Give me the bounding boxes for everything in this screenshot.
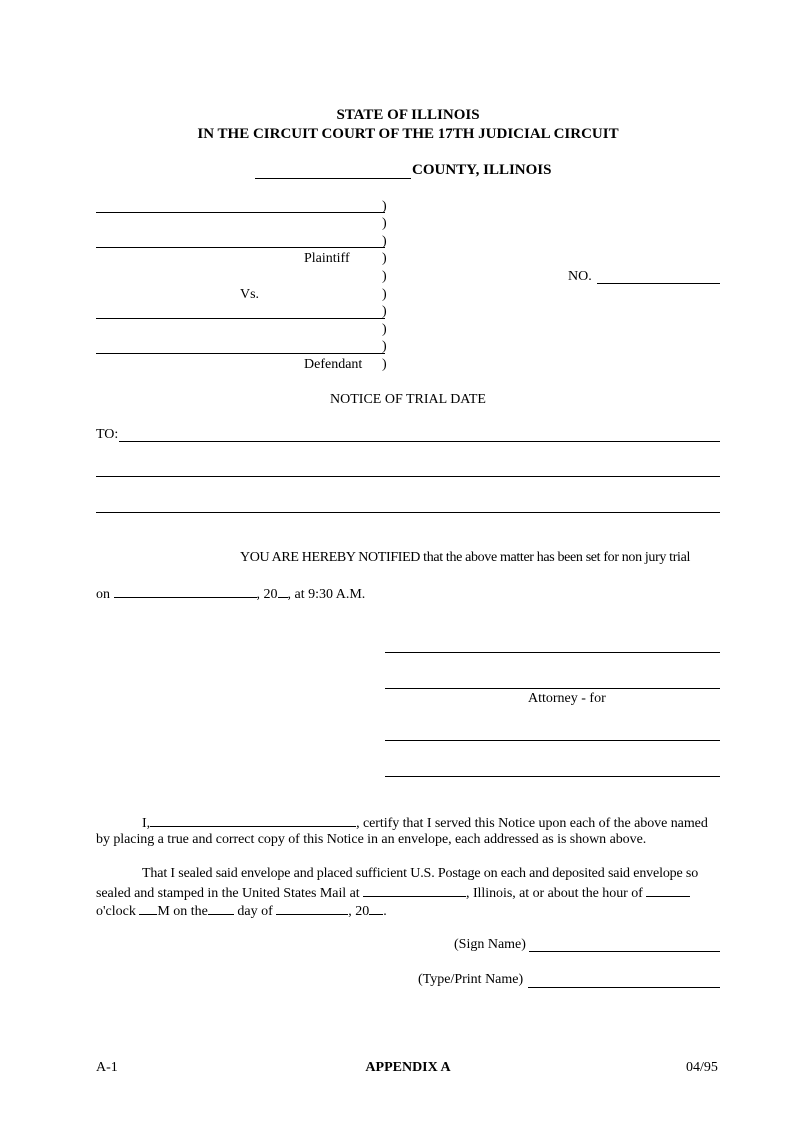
certifier-name-blank[interactable] xyxy=(150,815,356,827)
mailing-period: . xyxy=(383,904,387,919)
mailing-day-blank[interactable] xyxy=(208,903,234,915)
caption-paren: ) xyxy=(382,357,387,372)
caption-paren: ) xyxy=(382,322,387,337)
to-blank-1[interactable] xyxy=(119,441,720,442)
attorney-signature-blank[interactable] xyxy=(385,652,720,653)
to-label: TO: xyxy=(96,427,119,442)
print-name-label: (Type/Print Name) xyxy=(418,972,524,987)
mailing-text-line1: That I sealed said envelope and placed sufficient U.S. Postage on each and deposited said envelope so xyxy=(142,866,699,881)
attorney-address-blank-2[interactable] xyxy=(385,776,720,777)
caption-paren: ) xyxy=(382,304,387,319)
certify-text: , certify that I served this Notice upon each of the above named xyxy=(356,816,708,831)
caption-paren: ) xyxy=(382,269,387,284)
footer-page-id: A-1 xyxy=(96,1060,118,1075)
attorney-address-blank-1[interactable] xyxy=(385,740,720,741)
trial-date-blank[interactable] xyxy=(114,586,257,598)
trial-time-text: , at 9:30 A.M. xyxy=(287,587,366,602)
certify-text-line2: by placing a true and correct copy of this Notice in an envelope, each addressed as is shown above. xyxy=(96,832,647,847)
plaintiff-name-blank-1[interactable] xyxy=(96,212,385,213)
mailing-year-prefix: , 20 xyxy=(348,904,370,919)
caption-paren: ) xyxy=(382,216,387,231)
print-name-blank[interactable] xyxy=(528,987,720,988)
sign-name-blank[interactable] xyxy=(529,951,720,952)
county-name-blank[interactable] xyxy=(255,178,411,179)
case-number-label: NO. xyxy=(568,269,592,284)
footer-revision-date: 04/95 xyxy=(686,1060,718,1075)
caption-paren: ) xyxy=(382,234,387,249)
certifier-prefix: I, xyxy=(142,816,151,831)
trial-year-blank[interactable] xyxy=(278,586,288,598)
sign-name-label: (Sign Name) xyxy=(454,937,526,952)
mailing-city-blank[interactable] xyxy=(363,885,466,897)
mailing-text-line2b: , Illinois, at or about the hour of xyxy=(466,886,643,901)
defendant-name-blank-2[interactable] xyxy=(96,353,385,354)
to-blank-3[interactable] xyxy=(96,512,720,513)
attorney-for-label: Attorney - for xyxy=(528,691,606,706)
county-heading: COUNTY, ILLINOIS xyxy=(412,162,552,178)
defendant-name-blank-1[interactable] xyxy=(96,318,385,319)
plaintiff-name-blank-2[interactable] xyxy=(96,247,385,248)
m-on-the-label: M on the xyxy=(157,904,208,919)
mailing-hour-blank[interactable] xyxy=(646,885,690,897)
caption-paren: ) xyxy=(382,199,387,214)
day-of-label: day of xyxy=(237,904,273,919)
mailing-text-line2a: sealed and stamped in the United States Mail at xyxy=(96,886,360,901)
caption-paren: ) xyxy=(382,339,387,354)
mailing-year-blank[interactable] xyxy=(369,903,383,915)
mailing-month-blank[interactable] xyxy=(276,903,348,915)
notice-title: NOTICE OF TRIAL DATE xyxy=(330,392,486,407)
am-pm-blank[interactable] xyxy=(139,903,157,915)
case-number-blank[interactable] xyxy=(597,283,720,284)
caption-paren: ) xyxy=(382,251,387,266)
notified-text: YOU ARE HEREBY NOTIFIED that the above matter has been set for non jury trial xyxy=(240,550,690,565)
defendant-label: Defendant xyxy=(304,357,363,372)
year-prefix: , 20 xyxy=(256,587,278,602)
on-label: on xyxy=(96,587,110,602)
caption-paren: ) xyxy=(382,287,387,302)
court-circuit-heading: IN THE CIRCUIT COURT OF THE 17TH JUDICIAL CIRCUIT xyxy=(197,126,619,142)
court-state-heading: STATE OF ILLINOIS xyxy=(336,107,480,123)
footer-appendix-title: APPENDIX A xyxy=(365,1060,451,1075)
plaintiff-label: Plaintiff xyxy=(304,251,350,266)
versus-label: Vs. xyxy=(240,287,260,302)
oclock-label: o'clock xyxy=(96,904,136,919)
to-blank-2[interactable] xyxy=(96,476,720,477)
attorney-name-blank[interactable] xyxy=(385,688,720,689)
